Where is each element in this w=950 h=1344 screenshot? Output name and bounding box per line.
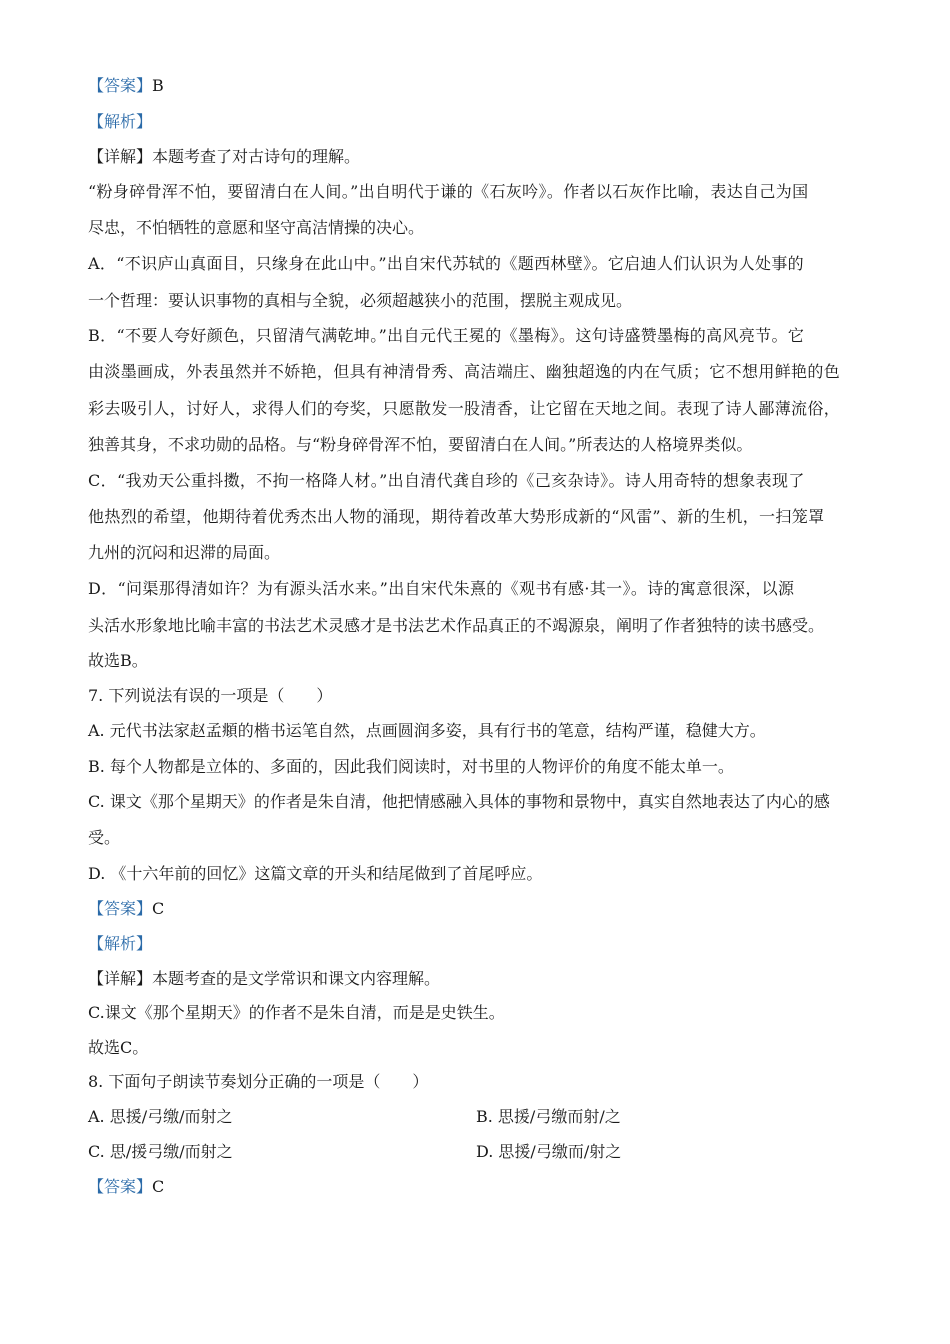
detail-line: “粉身碎骨浑不怕，要留清白在人间。”出自明代于谦的《石灰吟》。作者以石灰作比喻，表达自己为国: [88, 182, 809, 201]
answer-line-q8: [88, 1177, 164, 1197]
detail-line: A．“不识庐山真面目，只缘身在此山中。”出自宋代苏轼的《题西林壁》。它启迪人们认识为人处事的: [88, 254, 805, 273]
question-8-stem: 8. 下面句子朗读节奏划分正确的一项是（ ）: [88, 1072, 429, 1091]
analysis-tag-q7: 【解析】: [88, 934, 153, 953]
question-8-option-c: C. 思/援弓缴/而射之: [88, 1142, 233, 1161]
question-8-option-b: B. 思援/弓缴而射/之: [476, 1107, 621, 1126]
detail-line: C．“我劝天公重抖擞，不拘一格降人材。”出自清代龚自珍的《己亥杂诗》。诗人用奇特的想象表现了: [88, 471, 805, 490]
detail-line: 由淡墨画成，外表虽然并不娇艳，但具有神清骨秀、高洁端庄、幽独超逸的内在气质；它不想用鲜艳的色: [88, 362, 841, 381]
detail-line: 尽忠，不怕牺牲的意愿和坚守高洁情操的决心。: [88, 218, 425, 237]
detail-line: B．“不要人夸好颜色，只留清气满乾坤。”出自元代王冕的《墨梅》。这句诗盛赞墨梅的高风亮节。它: [88, 326, 805, 345]
detail-line: 彩去吸引人，讨好人，求得人们的夸奖，只愿散发一股清香，让它留在天地之间。表现了诗人鄙薄流俗，: [88, 399, 841, 418]
detail-line: 独善其身，不求功勋的品格。与“粉身碎骨浑不怕，要留清白在人间。”所表达的人格境界类似。: [88, 435, 753, 454]
answer-tag: 【答案】: [88, 76, 153, 95]
answer-tag: 【答案】: [88, 899, 153, 918]
detail-line: C.课文《那个星期天》的作者不是朱自清，而是是史铁生。: [88, 1003, 505, 1022]
question-7-stem: 7. 下列说法有误的一项是（ ）: [88, 686, 333, 705]
detail-line: 故选B。: [88, 651, 148, 670]
answer-value: C: [152, 1177, 165, 1196]
detail-line: 头活水形象地比喻丰富的书法艺术灵感才是书法艺术作品真正的不竭源泉，阐明了作者独特的读书感受。: [88, 616, 825, 635]
question-7-option-c: C. 课文《那个星期天》的作者是朱自清，他把情感融入具体的事物和景物中，真实自然地表达了内心的感: [88, 792, 830, 811]
detail-line: 九州的沉闷和迟滞的局面。: [88, 543, 281, 562]
question-7-option-c-cont: 受。: [88, 828, 121, 847]
detail-line: 【详解】本题考查了对古诗句的理解。: [88, 147, 361, 166]
question-8-option-a: A. 思援/弓缴/而射之: [88, 1107, 233, 1126]
detail-line: D．“问渠那得清如许？为有源头活水来。”出自宋代朱熹的《观书有感·其一》。诗的寓意很深，以源: [88, 579, 795, 598]
answer-value: B: [152, 76, 164, 95]
question-7-option-b: B. 每个人物都是立体的、多面的，因此我们阅读时，对书里的人物评价的角度不能太单一。: [88, 757, 734, 776]
answer-tag: 【答案】: [88, 1177, 153, 1196]
detail-line: 他热烈的希望，他期待着优秀杰出人物的涌现，期待着改革大势形成新的“风雷”、新的生机，一扫笼罩: [88, 507, 825, 526]
detail-line: 一个哲理：要认识事物的真相与全貌，必须超越狭小的范围，摆脱主观成见。: [88, 291, 633, 310]
answer-value: C: [152, 899, 165, 918]
question-7-option-a: A. 元代书法家赵孟頫的楷书运笔自然，点画圆润多姿，具有行书的笔意，结构严谨，稳健大方。: [88, 721, 766, 740]
question-8-option-d: D. 思援/弓缴而/射之: [476, 1142, 622, 1161]
detail-line: 故选C。: [88, 1038, 149, 1057]
question-7-option-d: D. 《十六年前的回忆》这篇文章的开头和结尾做到了首尾呼应。: [88, 864, 543, 883]
analysis-tag-q6: 【解析】: [88, 112, 153, 131]
answer-line-q7: [88, 899, 164, 919]
detail-line: 【详解】本题考查的是文学常识和课文内容理解。: [88, 969, 441, 988]
answer-line-q6: [88, 76, 164, 96]
